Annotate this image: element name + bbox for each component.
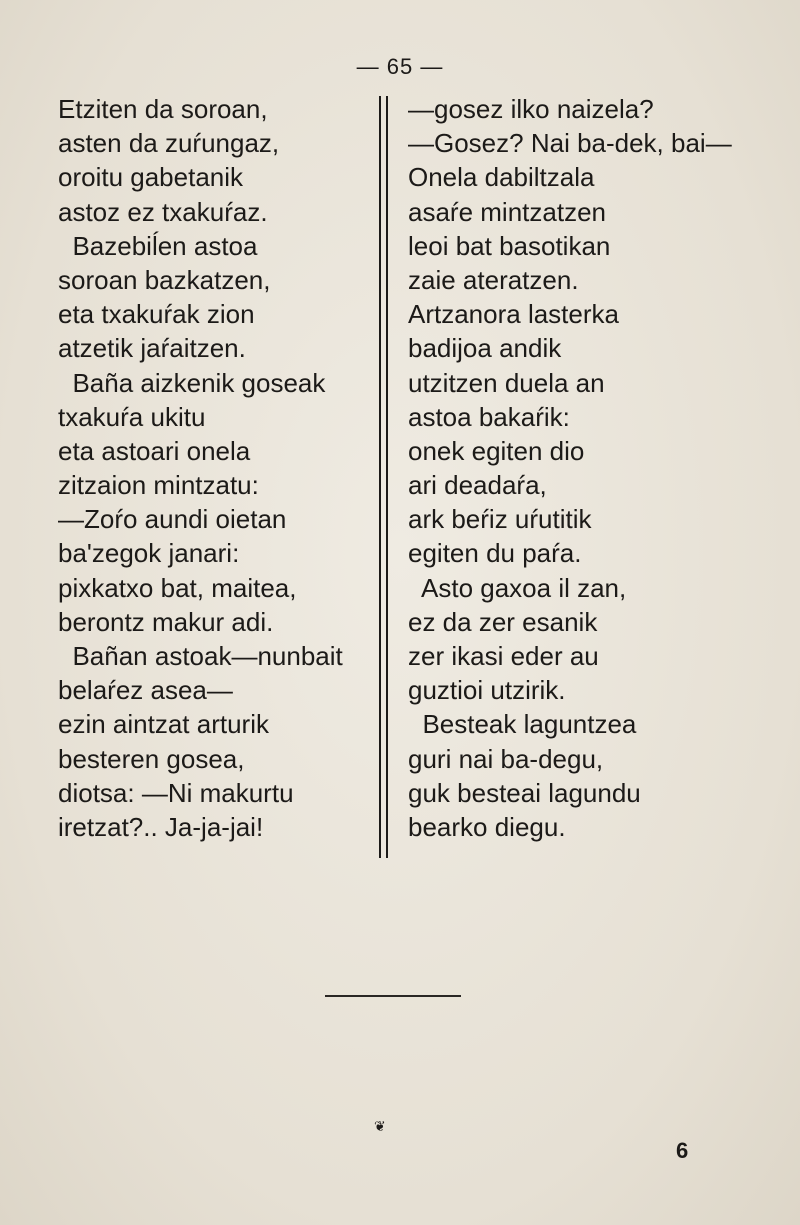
poem-line: —Gosez? Nai ba-dek, bai— <box>408 128 732 159</box>
poem-line: soroan bazkatzen, <box>58 264 271 295</box>
poem-line: Asto gaxoa il zan, <box>408 572 627 603</box>
column-divider-left-rule <box>379 96 381 858</box>
poem-line: ari deadaŕa, <box>408 470 547 501</box>
page-number: — 65 — <box>356 54 444 79</box>
poem-line: Bañan astoak—nunbait <box>58 641 343 671</box>
poem-line: txakuŕa ukitu <box>58 401 206 432</box>
poem-line: astoa bakaŕik: <box>408 401 570 432</box>
poem-line: ezin aintzat arturik <box>58 709 269 740</box>
poem-line: Onela dabiltzala <box>408 162 595 193</box>
poem-line: leoi bat basotikan <box>408 230 611 261</box>
poem-line: egiten du paŕa. <box>408 538 582 569</box>
right-column-poem <box>408 92 738 844</box>
poem-line: eta txakuŕak zion <box>58 299 255 330</box>
poem-line: zer ikasi eder au <box>408 641 599 671</box>
poem-line: Etziten da soroan, <box>58 94 268 124</box>
poem-line: Baña aizkenik goseak <box>58 367 326 398</box>
poem-line: berontz makur adi. <box>58 606 274 637</box>
poem-line: Artzanora lasterka <box>408 299 619 330</box>
poem-line: zitzaion mintzatu: <box>58 470 259 501</box>
left-column-poem <box>58 92 378 844</box>
poem-line: Besteak laguntzea <box>408 709 637 740</box>
poem-line: zaie ateratzen. <box>408 264 579 295</box>
poem-line: utzitzen duela an <box>408 367 605 398</box>
poem-line: eta astoari onela <box>58 435 251 466</box>
poem-line: bearko diegu. <box>408 811 566 842</box>
poem-line: belaŕez asea— <box>58 675 233 706</box>
ornament-mark: ❦ <box>374 1118 386 1134</box>
poem-line: asaŕe mintzatzen <box>408 196 606 227</box>
poem-line: besteren gosea, <box>58 743 245 774</box>
poem-line: diotsa: —Ni makurtu <box>58 777 294 808</box>
poem-line: onek egiten dio <box>408 435 585 466</box>
poem-line: guk besteai lagundu <box>408 777 641 808</box>
poem-line: guri nai ba-degu, <box>408 743 604 774</box>
poem-line: atzetik jaŕaitzen. <box>58 333 246 364</box>
poem-line: ark beŕiz uŕutitik <box>408 504 592 535</box>
poem-line: astoz ez txakuŕaz. <box>58 196 268 227</box>
poem-line: ez da zer esanik <box>408 606 598 637</box>
poem-line: iretzat?.. Ja-ja-jai! <box>58 811 264 842</box>
poem-line: —gosez ilko naizela? <box>408 94 654 124</box>
end-rule <box>325 995 461 997</box>
poem-line: pixkatxo bat, maitea, <box>58 572 297 603</box>
signature-mark: 6 <box>676 1138 689 1163</box>
poem-line: guztioi utzirik. <box>408 675 566 706</box>
poem-line: Bazebiĺen astoa <box>58 230 258 261</box>
column-divider-right-rule <box>386 96 388 858</box>
poem-line: ba'zegok janari: <box>58 538 240 569</box>
poem-line: oroitu gabetanik <box>58 162 244 193</box>
poem-line: —Zoŕo aundi oietan <box>58 504 287 535</box>
poem-line: badijoa andik <box>408 333 562 364</box>
poem-line: asten da zuŕungaz, <box>58 128 280 159</box>
